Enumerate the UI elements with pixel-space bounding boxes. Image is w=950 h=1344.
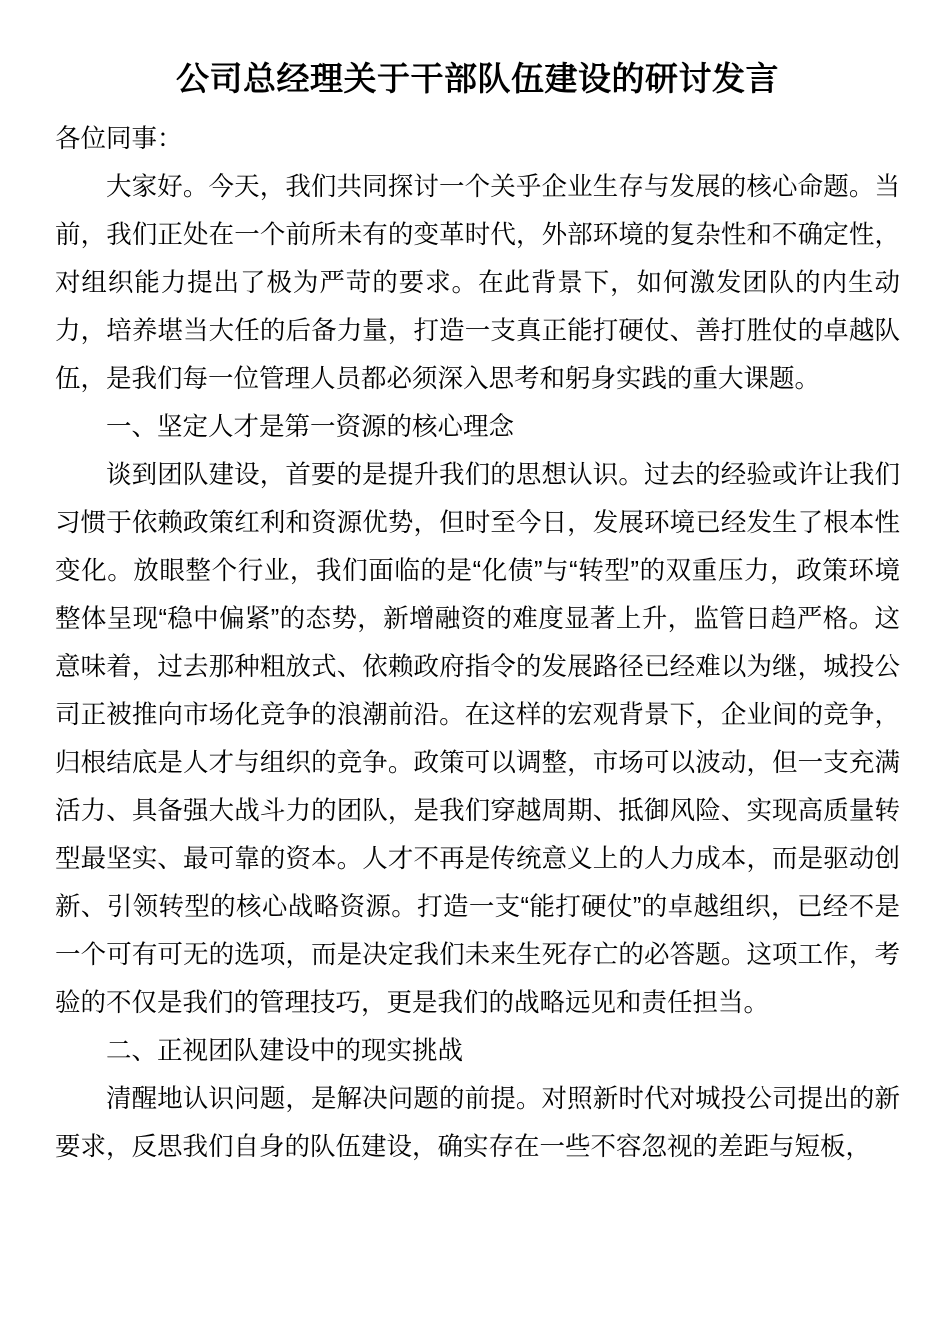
salutation: 各位同事： [55, 125, 183, 154]
section-one-paragraph: 谈到团队建设，首要的是提升我们的思想认识。过去的经验或许让我们习惯于依赖政策红利和资源优势，但时至今日，发展环境已经发生了根本性变化。放眼整个行业，我们面临的是“化债”与“转型”的双重压力，政策环境整体呈现“稳中偏紧”的态势，新增融资的难度显著上升，监管日趋严格。这意味着，过去那种粗放式、依赖政府指令的发展路径已经难以为继，城投公司正被推向市场化竞争的浪潮前沿。在这样的宏观背景下，企业间的竞争，归根结底是人才与组织的竞争。政策可以调整，市场可以波动，但一支充满活力、具备强大战斗力的团队，是我们穿越周期、抵御风险、实现高质量转型最坚实、最可靠的资本。人才不再是传统意义上的人力成本，而是驱动创新、引领转型的核心战略资源。打造一支“能打硬仗”的卓越组织，已经不是一个可有可无的选项，而是决定我们未来生死存亡的必答题。这项工作，考验的不仅是我们的管理技巧，更是我们的战略远见和责任担当。 [55, 461, 900, 1018]
page-title: 公司总经理关于干部队伍建设的研讨发言 [176, 60, 779, 97]
section-heading-two: 二、正视团队建设中的现实挑战 [106, 1037, 464, 1066]
document-body [55, 0, 900, 1171]
section-two-paragraph: 清醒地认识问题，是解决问题的前提。对照新时代对城投公司提出的新要求，反思我们自身的队伍建设，确实存在一些不容忽视的差距与短板， [55, 1085, 900, 1162]
section-heading-one: 一、坚定人才是第一资源的核心理念 [106, 413, 515, 442]
opening-paragraph: 大家好。今天，我们共同探讨一个关乎企业生存与发展的核心命题。当前，我们正处在一个前所未有的变革时代，外部环境的复杂性和不确定性，对组织能力提出了极为严苛的要求。在此背景下，如何激发团队的内生动力，培养堪当大任的后备力量，打造一支真正能打硬仗、善打胜仗的卓越队伍，是我们每一位管理人员都必须深入思考和躬身实践的重大课题。 [55, 173, 900, 394]
